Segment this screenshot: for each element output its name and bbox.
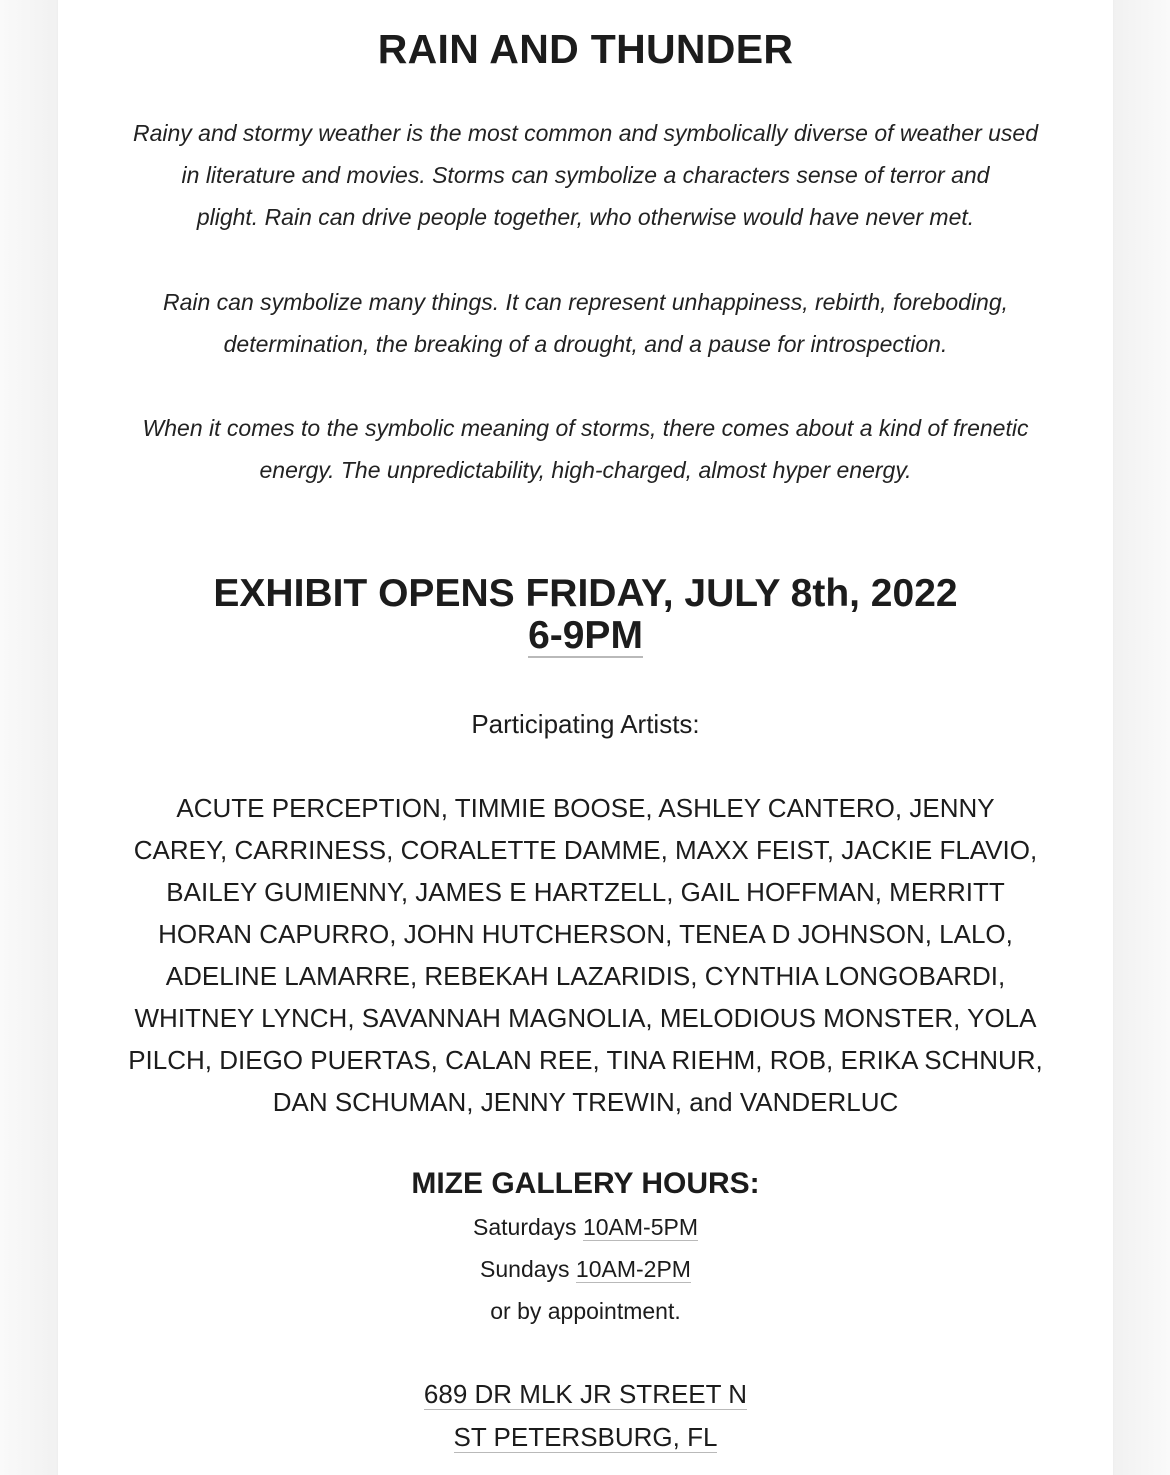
hours-sunday-time-link[interactable]: 10AM-2PM	[575, 1256, 691, 1282]
gallery-hours-title: MIZE GALLERY HOURS:	[411, 1167, 760, 1200]
artists-line: DAN SCHUMAN, JENNY TREWIN, and VANDERLUC	[272, 1087, 899, 1117]
artists-line: ACUTE PERCEPTION, TIMMIE BOOSE, ASHLEY CANTERO, JENNY	[176, 793, 995, 823]
exhibit-heading	[58, 573, 1113, 658]
artists-line: CAREY, CARRINESS, CORALETTE DAMME, MAXX FEIST, JACKIE FLAVIO,	[133, 835, 1038, 865]
page-title: RAIN AND THUNDER	[377, 26, 794, 72]
address-city-link[interactable]: ST PETERSBURG, FL	[453, 1422, 718, 1452]
intro-paragraph-3-line: energy. The unpredictability, high-charged, almost hyper energy.	[259, 457, 912, 483]
address-line-1	[58, 1377, 1113, 1411]
hours-saturday-time-link[interactable]: 10AM-5PM	[582, 1214, 698, 1240]
artists-line: ADELINE LAMARRE, REBEKAH LAZARIDIS, CYNTHIA LONGOBARDI,	[165, 961, 1006, 991]
artists-line: BAILEY GUMIENNY, JAMES E HARTZELL, GAIL HOFFMAN, MERRITT	[166, 877, 1005, 907]
intro-paragraph-1-line: plight. Rain can drive people together, who otherwise would have never met.	[196, 204, 975, 230]
intro-paragraph-2	[88, 281, 1083, 365]
intro-paragraph-1-line: in literature and movies. Storms can symbolize a characters sense of terror and	[181, 162, 990, 188]
address-line-2	[58, 1420, 1113, 1454]
intro-paragraph-2-line: determination, the breaking of a drought, and a pause for introspection.	[223, 331, 948, 357]
page-margin-right	[1113, 0, 1170, 1475]
intro-paragraph-1-line: Rainy and stormy weather is the most common and symbolically diverse of weather used	[132, 120, 1039, 146]
page-card	[58, 0, 1113, 1475]
page-margin-left	[0, 0, 58, 1475]
artists-line: HORAN CAPURRO, JOHN HUTCHERSON, TENEA D JOHNSON, LALO,	[158, 919, 1013, 949]
artists-line: WHITNEY LYNCH, SAVANNAH MAGNOLIA, MELODIOUS MONSTER, YOLA	[134, 1003, 1037, 1033]
hours-note: or by appointment.	[490, 1298, 681, 1324]
hours-saturday-label: Saturdays	[473, 1214, 577, 1240]
artists-list	[78, 787, 1093, 1123]
hours-sunday	[58, 1254, 1113, 1284]
exhibit-time-link[interactable]: 6-9PM	[528, 614, 643, 657]
artists-label: Participating Artists:	[471, 709, 700, 739]
hours-saturday	[58, 1212, 1113, 1242]
intro-paragraph-1	[88, 112, 1083, 238]
artists-line: PILCH, DIEGO PUERTAS, CALAN REE, TINA RIEHM, ROB, ERIKA SCHNUR,	[128, 1045, 1043, 1075]
hours-sunday-label: Sundays	[480, 1256, 570, 1282]
intro-paragraph-3	[88, 407, 1083, 491]
address-street-link[interactable]: 689 DR MLK JR STREET N	[423, 1379, 748, 1409]
intro-paragraph-3-line: When it comes to the symbolic meaning of storms, there comes about a kind of frenetic	[142, 415, 1029, 441]
intro-paragraph-2-line: Rain can symbolize many things. It can represent unhappiness, rebirth, foreboding,	[162, 289, 1009, 315]
exhibit-headline: EXHIBIT OPENS FRIDAY, JULY 8th, 2022	[213, 572, 958, 615]
